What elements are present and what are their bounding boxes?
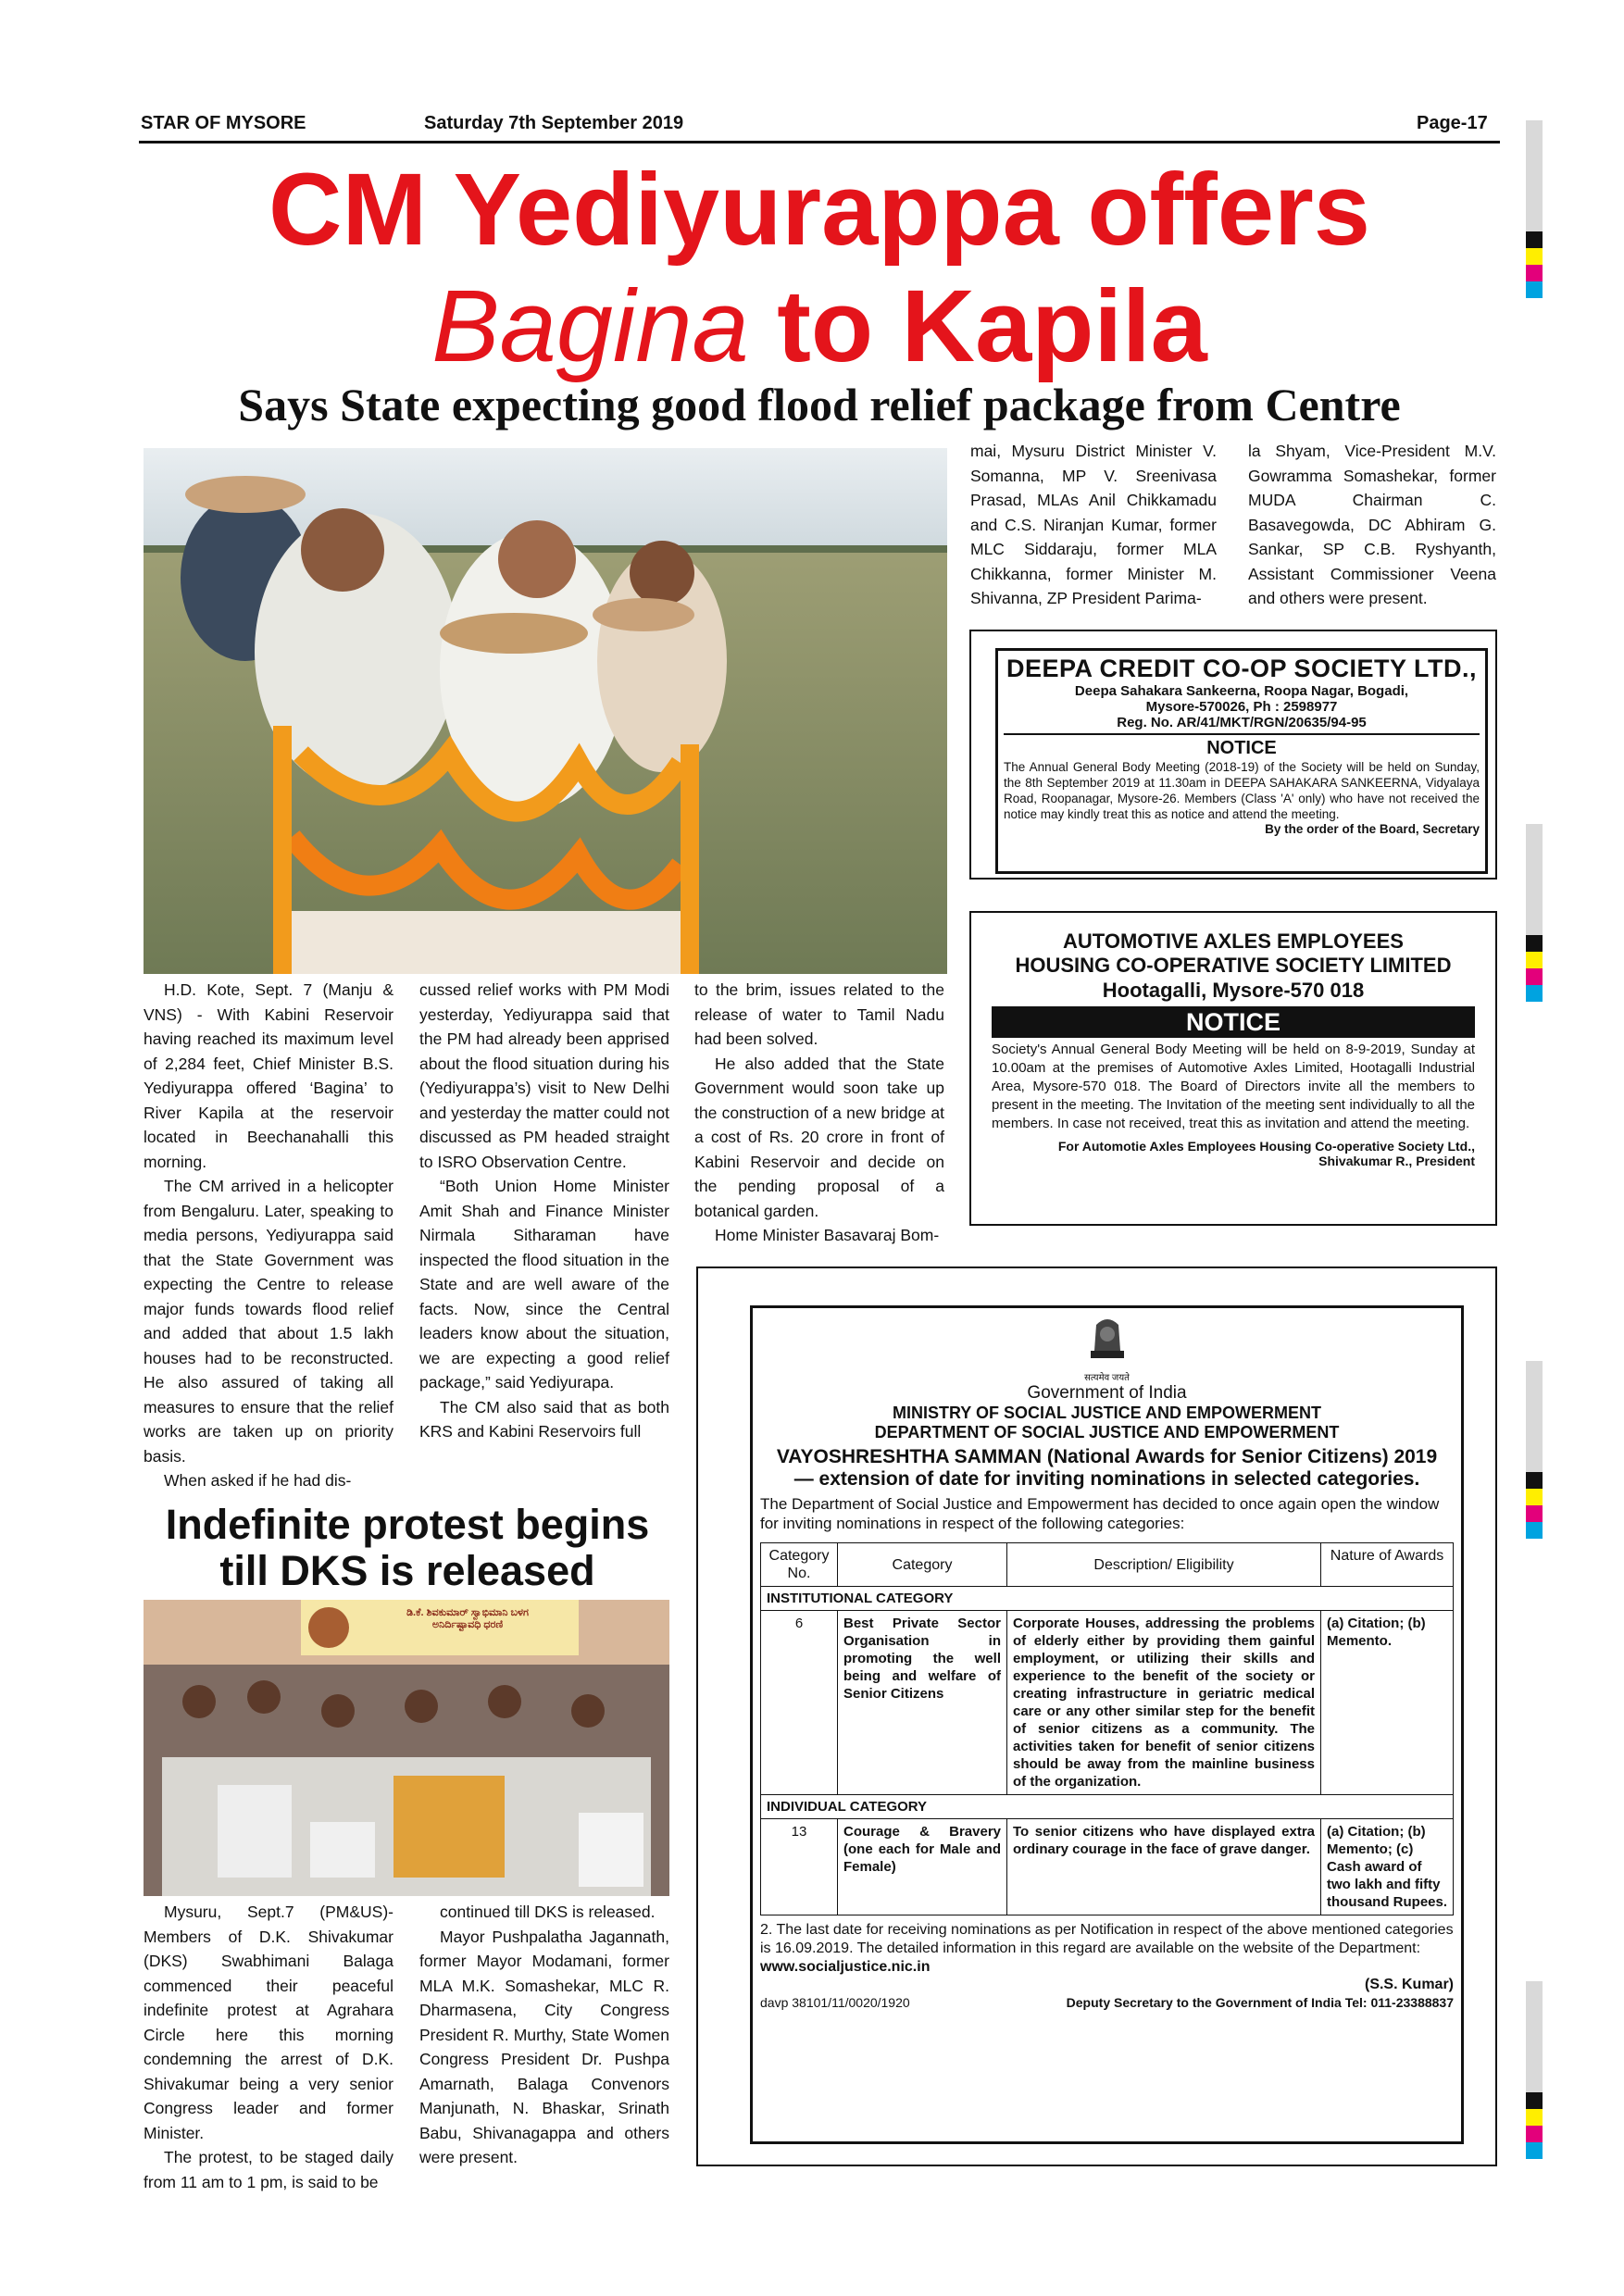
registration-marks [1526, 935, 1543, 1002]
row-description: Corporate Houses, addressing the problems of elderly either by providing them gainful employment, or utilizing their skills and experience to the benefit of the society or creating infrastructure in geriatric medical care or any other similar step for the benefit of senior citizens as a community. The activities taken for benefit of senior citizens should be away from the mainline business of the organization. [1007, 1611, 1321, 1795]
individual-category-label: INDIVIDUAL CATEGORY [761, 1795, 1454, 1819]
page-number: Page-17 [1417, 113, 1488, 133]
gov-footnote-text: 2. The last date for receiving nominations as per Notification in respect of the above mentioned categories is 16.09.2019. The detailed information in this regard are available on the website of the Department: [760, 1922, 1454, 1956]
gov-title: Government of India [1027, 1383, 1187, 1403]
lead-paragraph: la Shyam, Vice-President M.V. Gowramma Somashekar, former MUDA Chairman C. Basavegowda, DC Abhiram G. Sankar, SP C.B. Ryshyanth, Assistant Commissioner Veena and others were present. [1248, 442, 1496, 607]
institutional-category-label: INSTITUTIONAL CATEGORY [761, 1587, 1454, 1611]
row-category: Courage & Bravery (one each for Male and Female) [838, 1819, 1007, 1915]
registration-gray-bar [1526, 120, 1543, 231]
gov-ad-frame [750, 1305, 1464, 2144]
row-nature: (a) Citation; (b) Memento; (c) Cash award of two lakh and fifty thousand Rupees. [1321, 1819, 1454, 1915]
axles-society-name-1: AUTOMOTIVE AXLES EMPLOYEES [1063, 930, 1404, 953]
deepa-address-line2: Mysore-570026, Ph : 2598977 [1145, 699, 1338, 715]
lead-paragraph: cussed relief works with PM Modi yesterday, Yediyurappa said that the PM had already been apprised about the flood situation during his (Yediyurappa’s) visit to New Delhi and yesterday the matter could not discussed as PM headed straight to ISRO Observation Centre. [419, 980, 669, 1171]
protest-headline-line2: till DKS is released [219, 1547, 595, 1594]
protest-story-column-2 [419, 1900, 669, 2170]
lead-photo-illustration [144, 448, 947, 974]
axles-notice-title: NOTICE [992, 1006, 1475, 1038]
lead-story-column-5 [1248, 439, 1496, 611]
protest-paragraph: Mayor Pushpalatha Jagannath, former Mayor Modamani, former MLA M.K. Somashekar, MLC R. Dharmasena, City Congress President R. Murthy, State Women Congress President Dr. Pushpa Amarnath, Balaga Convenors Manjunath, N. Bhaskar, Srinath Babu, Shivanagappa and others were present. [419, 1927, 669, 2166]
header-rule [139, 141, 1500, 144]
automotive-axles-ad [969, 911, 1497, 1226]
header-category: Category [838, 1543, 1007, 1587]
axles-society-name-2: HOUSING CO-OPERATIVE SOCIETY LIMITED [1015, 954, 1452, 977]
awards-table [760, 1542, 1454, 1915]
header-category-no: Category No. [761, 1543, 838, 1587]
lead-paragraph: Home Minister Basavaraj Bom- [715, 1226, 940, 1244]
protest-story-column-1 [144, 1900, 394, 2194]
axles-signature-1: For Automotie Axles Employees Housing Co-operative Society Ltd., [1057, 1139, 1475, 1154]
gov-website: www.socialjustice.nic.in [760, 1959, 931, 1975]
gov-award-subtitle: — extension of date for inviting nominations in selected categories. [793, 1468, 1420, 1490]
protest-photo [144, 1600, 669, 1896]
axles-notice-body: Society's Annual General Body Meeting will be held on 8-9-2019, Sunday at 10.00am at the premises of Automotive Axles Limited, Hootagalli Industrial Area, Mysore-570 018. The Board of Directors invite all the members to present in the meeting. The Invitation of the meeting sent individually to all the members. In case not received, treat this as invitation and attend the meeting. [992, 1042, 1475, 1131]
lead-paragraph: to the brim, issues related to the release of water to Tamil Nadu had been solved. [694, 980, 944, 1048]
protest-banner [356, 1607, 579, 1631]
deepa-credit-ad [969, 630, 1497, 880]
protest-photo-illustration [144, 1600, 669, 1896]
gov-department: DEPARTMENT OF SOCIAL JUSTICE AND EMPOWERMENT [874, 1423, 1340, 1441]
axles-address: Hootagalli, Mysore-570 018 [1102, 979, 1365, 1002]
awards-table-header [761, 1543, 1454, 1587]
deepa-signature: By the order of the Board, Secretary [1265, 822, 1480, 836]
protest-banner-line2: ಅನಿರ್ದಿಷ್ಟಾವಧಿ ಧರಣಿ [431, 1619, 504, 1630]
lead-paragraph: H.D. Kote, Sept. 7 (Manju & VNS) - With Kabini Reservoir having reached its maximum level of 2,284 feet, Chief Minister B.S. Yediyurappa offered ‘Bagina’ to River Kapila at the reservoir located in Beechanahalli this morning. [144, 980, 394, 1171]
gov-ad-header [760, 1314, 1454, 1491]
registration-gray-bar [1526, 824, 1543, 935]
registration-marks [1526, 1472, 1543, 1539]
lead-headline-line2 [130, 269, 1509, 383]
gov-footer [760, 1995, 1454, 2010]
ashoka-emblem-icon [1085, 1314, 1130, 1366]
lead-headline-rest: to Kapila [748, 269, 1207, 383]
lead-paragraph: “Both Union Home Minister Amit Shah and Finance Minister Nirmala Sitharaman have inspected the flood situation in the State and are well aware of the facts. Now, since the Central leaders know about the situation, we are expecting a good relief package,” said Yediyurapa. [419, 1177, 669, 1391]
deepa-society-name: DEEPA CREDIT CO-OP SOCIETY LTD., [1006, 655, 1478, 682]
lead-paragraph: The CM arrived in a helicopter from Bengaluru. Later, speaking to media persons, Yediyurappa said that the State Government was expecting the Centre to release major funds towards flood relief and added that about 1.5 lakh houses had to be reconstructed. He also assured of taking all measures to ensure that the relief works are taken up on priority basis. [144, 1177, 394, 1466]
registration-marks [1526, 231, 1543, 298]
gov-ministry: MINISTRY OF SOCIAL JUSTICE AND EMPOWERMENT [892, 1404, 1322, 1422]
row-nature: (a) Citation; (b) Memento. [1321, 1611, 1454, 1795]
lead-story-column-4 [970, 439, 1217, 611]
protest-paragraph: continued till DKS is released. [440, 1903, 656, 1921]
row-category-no: 13 [761, 1819, 838, 1915]
lead-subheadline: Says State expecting good flood relief package from Centre [238, 379, 1401, 430]
protest-headline [139, 1502, 676, 1594]
government-ad [696, 1267, 1497, 2166]
deepa-notice-body: The Annual General Body Meeting (2018-19) of the Society will be held on Sunday, the 8th September 2019 at 11.30am in DEEPA SAHAKARA SANKEERNA, Vidyalaya Road, Roopanagar, Mysore-26. Members (Class 'A' only) who have not received the notice may kindly treat this as notice and attend the meeting. [1004, 760, 1480, 821]
issue-date: Saturday 7th September 2019 [424, 113, 684, 133]
registration-gray-bar [1526, 1981, 1543, 2092]
row-category-no: 6 [761, 1611, 838, 1795]
lead-paragraph: The CM also said that as both KRS and Kabini Reservoirs full [419, 1397, 669, 1441]
gov-footnote [760, 1921, 1454, 1977]
table-row [761, 1819, 1454, 1915]
axles-ad-content [992, 930, 1475, 1168]
protest-headline-line1: Indefinite protest begins [165, 1501, 650, 1548]
lead-photo [144, 448, 947, 974]
deepa-divider [1004, 733, 1480, 735]
lead-paragraph: mai, Mysuru District Minister V. Somanna, MP V. Sreenivasa Prasad, MLAs Anil Chikkamadu and C.S. Niranjan Kumar, former MLC Siddaraju, former MLA Chikkanna, former Minister M. Shivanna, ZP President Parima- [970, 442, 1217, 607]
deputy-secretary: Deputy Secretary to the Government of India Tel: 011-23388837 [1066, 1995, 1454, 2010]
registration-gray-bar [1526, 1361, 1543, 1472]
deepa-ad-frame [995, 648, 1488, 874]
gov-signatory: (S.S. Kumar) [1364, 1977, 1454, 1992]
lead-headline-italic: Bagina [431, 269, 749, 383]
row-category: Best Private Sector Organisation in promoting the well being and welfare of Senior Citizens [838, 1611, 1007, 1795]
row-description: To senior citizens who have displayed extra ordinary courage in the face of grave danger. [1007, 1819, 1321, 1915]
lead-headline-line1: CM Yediyurappa offers [269, 153, 1370, 267]
table-row [761, 1611, 1454, 1795]
newspaper-name: STAR OF MYSORE [141, 113, 306, 133]
lead-story-column-1 [144, 978, 394, 1493]
header-nature: Nature of Awards [1321, 1543, 1454, 1587]
emblem-caption: सत्यमेव जयते [1084, 1373, 1130, 1383]
lead-story-column-3 [694, 978, 944, 1248]
lead-story-column-2 [419, 978, 669, 1444]
protest-paragraph: Mysuru, Sept.7 (PM&US)- Members of D.K. Shivakumar (DKS) Swabhimani Balaga commenced their peaceful indefinite protest at Agrahara Circle here this morning condemning the arrest of D.K. Shivakumar being a very senior Congress leader and former Minister. [144, 1903, 394, 2142]
lead-paragraph: When asked if he had dis- [164, 1471, 352, 1490]
deepa-notice-title: NOTICE [1206, 738, 1277, 758]
gov-intro: The Department of Social Justice and Empowerment has decided to once again open the window for inviting nominations in respect of the following categories: [760, 1495, 1440, 1532]
deepa-address-line1: Deepa Sahakara Sankeerna, Roopa Nagar, Bogadi, [1074, 683, 1409, 699]
protest-banner-line1: ಡಿ.ಕೆ. ಶಿವಕುಮಾರ್ ಸ್ವಾಭಿಮಾನಿ ಬಳಗ [406, 1607, 529, 1618]
registration-marks [1526, 2092, 1543, 2159]
deepa-registration: Reg. No. AR/41/MKT/RGN/20635/94-95 [1117, 715, 1367, 730]
gov-award-title: VAYOSHRESHTHA SAMMAN (National Awards for Senior Citizens) 2019 [776, 1446, 1438, 1467]
lead-paragraph: He also added that the State Government would soon take up the construction of a new bridge at a cost of Rs. 20 crore in front of Kabini Reservoir and decide on the pending proposal of a botanical garden. [694, 1054, 944, 1220]
davp-code: davp 38101/11/0020/1920 [760, 1995, 910, 2010]
header-description: Description/ Eligibility [1007, 1543, 1321, 1587]
protest-paragraph: The protest, to be staged daily from 11 am to 1 pm, is said to be [144, 2148, 394, 2191]
axles-signature-2: Shivakumar R., President [1318, 1154, 1475, 1168]
